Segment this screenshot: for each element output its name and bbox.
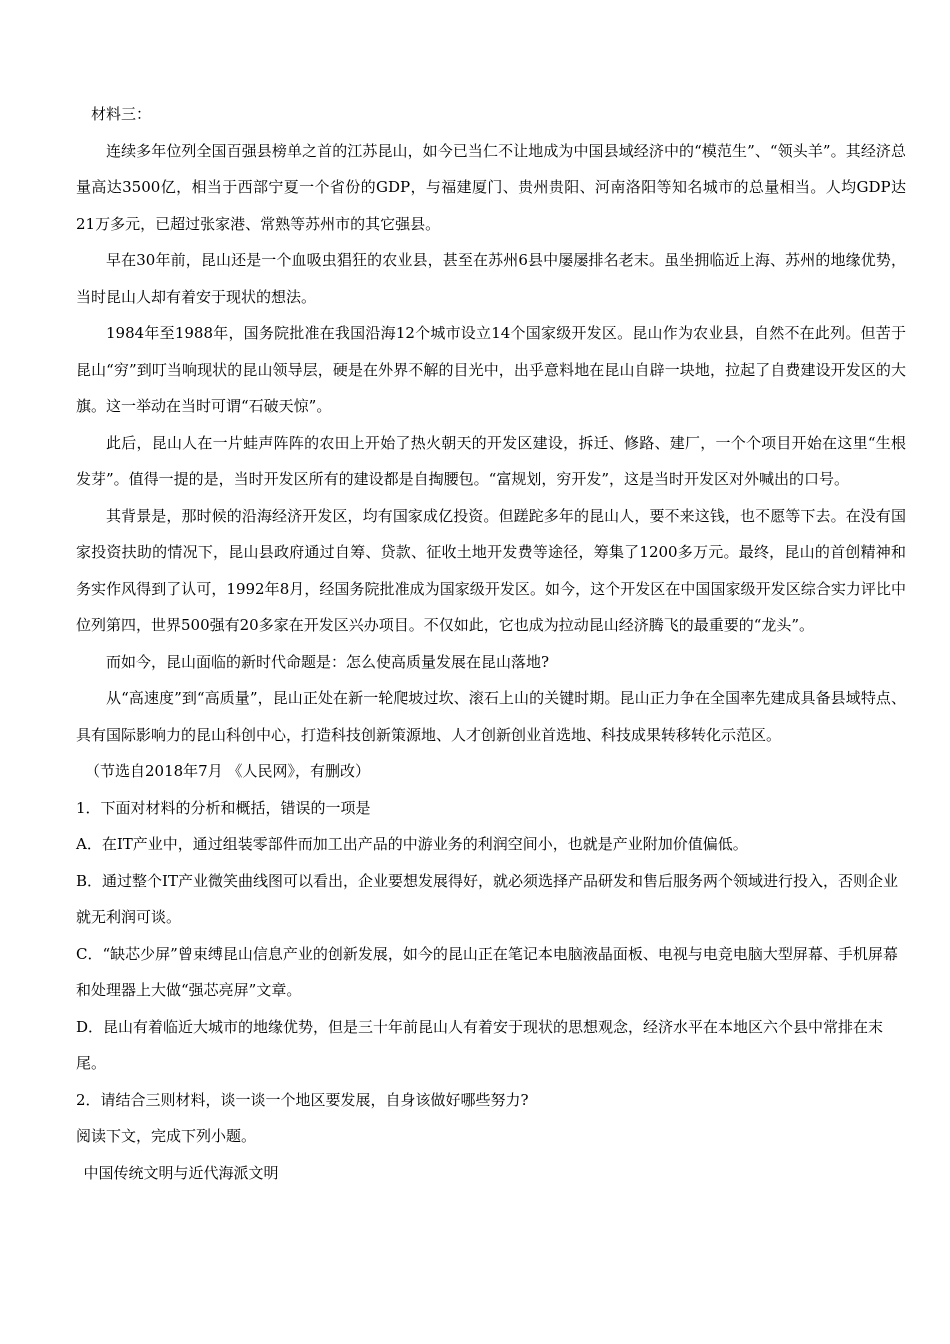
question-1-option-a: A．在IT产业中，通过组装零部件而加工出产品的中游业务的利润空间小，也就是产业附加价值偏低。 [76,835,748,853]
question-1-option-c: C．“缺芯少屏”曾束缚昆山信息产业的创新发展，如今的昆山正在笔记本电脑液晶面板、电视与电竞电脑大型屏幕、手机屏幕和处理器上大做“强芯亮屏”文章。 [76,944,898,999]
question-1-option-b: B．通过整个IT产业微笑曲线图可以看出，企业要想发展得好，就必须选择产品研发和售后服务两个领域进行投入，否则企业就无利润可谈。 [76,871,898,926]
paragraph-1: 连续多年位列全国百强县榜单之首的江苏昆山，如今已当仁不让地成为中国县域经济中的“模范生”、“领头羊”。其经济总量高达3500亿，相当于西部宁夏一个省份的GDP，与福建厦门、贵州贵阳、河南洛阳等知名城市的总量相当。人均GDP达21万多元，已超过张家港、常熟等苏州市的其它强县。 [76,141,906,233]
paragraph-7: 从“高速度”到“高质量”，昆山正处在新一轮爬坡过坎、滚石上山的关键时期。昆山正力争在全国率先建成具备县域特点、具有国际影响力的昆山科创中心，打造科技创新策源地、人才创新创业首选地、科技成果转移转化示范区。 [76,689,906,744]
question-2: 2．请结合三则材料，谈一谈一个地区要发展，自身该做好哪些努力? [76,1090,529,1109]
paragraph-6: 而如今，昆山面临的新时代命题是：怎么使高质量发展在昆山落地? [106,652,550,671]
paragraph-4: 此后，昆山人在一片蛙声阵阵的农田上开始了热火朝天的开发区建设，拆迁、修路、建厂，一个个项目开始在这里“生根发芽”。值得一提的是，当时开发区所有的建设都是自掏腰包。“富规划，穷开发”，这是当时开发区对外喊出的口号。 [76,433,906,488]
reading-instruction: 阅读下文，完成下列小题。 [76,1127,257,1145]
material-label: 材料三： [91,105,152,123]
document-page [76,96,906,1191]
question-1-stem: 1．下面对材料的分析和概括，错误的一项是 [76,798,371,817]
paragraph-5: 其背景是，那时候的沿海经济开发区，均有国家成亿投资。但蹉跎多年的昆山人，要不来这钱，也不愿等下去。在没有国家投资扶助的情况下，昆山县政府通过自筹、贷款、征收土地开发费等途径，筹集了1200多万元。最终，昆山的首创精神和务实作风得到了认可，1992年8月，经国务院批准成为国家级开发区。如今，这个开发区在中国国家级开发区综合实力评比中位列第四，世界500强有20多家在开发区兴办项目。不仅如此，它也成为拉动昆山经济腾飞的最重要的“龙头”。 [76,506,906,634]
next-article-title: 中国传统文明与近代海派文明 [83,1163,279,1182]
paragraph-3: 1984年至1988年，国务院批准在我国沿海12个城市设立14个国家级开发区。昆山作为农业县，自然不在此列。但苦于昆山“穷”到叮当响现状的昆山领导层，硬是在外界不解的目光中，出乎意料地在昆山自辟一块地，拉起了自费建设开发区的大旗。这一举动在当时可谓“石破天惊”。 [76,324,906,415]
paragraph-2: 早在30年前，昆山还是一个血吸虫猖狂的农业县，甚至在苏州6县中屡屡排名老末。虽坐拥临近上海、苏州的地缘优势，当时昆山人却有着安于现状的想法。 [76,251,906,306]
question-1-option-d: D．昆山有着临近大城市的地缘优势，但是三十年前昆山人有着安于现状的思想观念，经济水平在本地区六个县中常排在末尾。 [76,1017,884,1072]
source-note: （节选自2018年7月 《人民网》，有删改） [85,762,370,780]
